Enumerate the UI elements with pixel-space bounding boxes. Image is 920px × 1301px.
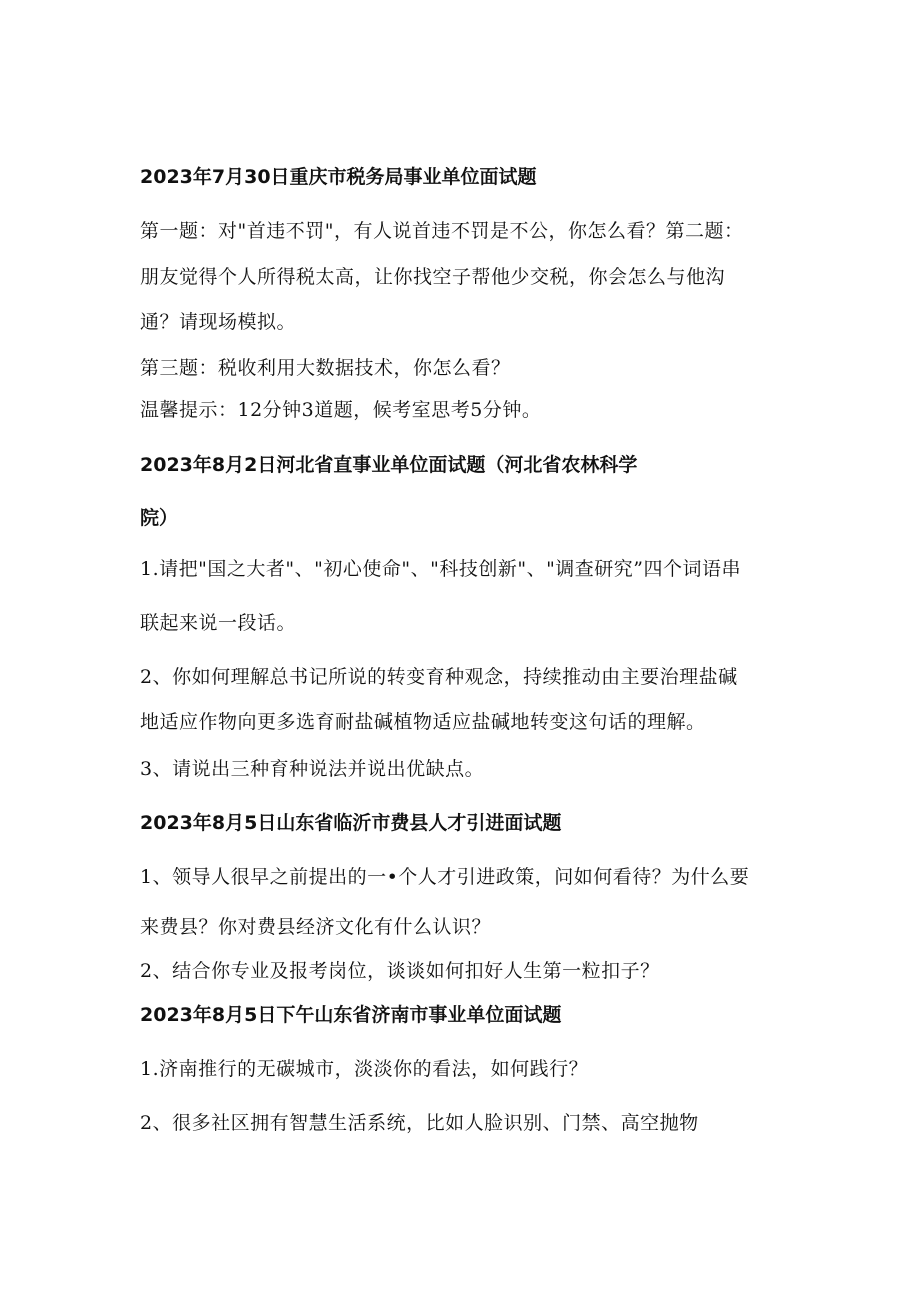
- section-heading: 2023年8月5日山东省临沂市费县人才引进面试题: [140, 812, 562, 834]
- paragraph-line: 1、领导人很早之前提出的一•个人才引进政策，问如何看待？为什么要: [140, 866, 750, 888]
- paragraph-line: 联起来说一段话。: [140, 612, 297, 634]
- paragraph-line: 第一题：对"首违不罚"，有人说首违不罚是不公，你怎么看？第二题：: [140, 220, 744, 242]
- paragraph-line: 1.请把"国之大者"、"初心使命"、"科技创新"、"调查研究”四个词语串: [140, 558, 742, 580]
- paragraph-line: 2、你如何理解总书记所说的转变育种观念，持续推动由主要治理盐碱: [140, 666, 738, 688]
- section-heading: 2023年7月30日重庆市税务局事业单位面试题: [140, 166, 537, 188]
- section-heading: 2023年8月2日河北省直事业单位面试题（河北省农林科学: [140, 454, 638, 476]
- paragraph-line: 2、结合你专业及报考岗位，谈谈如何扣好人生第一粒扣子？: [140, 960, 660, 982]
- paragraph-line: 朋友觉得个人所得税太高，让你找空子帮他少交税，你会怎么与他沟: [140, 266, 726, 288]
- paragraph-line: 3、请说出三种育种说法并说出优缺点。: [140, 758, 485, 780]
- section-heading: 2023年8月5日下午山东省济南市事业单位面试题: [140, 1004, 562, 1026]
- paragraph-line: 通？请现场模拟。: [140, 311, 297, 333]
- paragraph-line: 来费县？你对费县经济文化有什么认识？: [140, 916, 492, 938]
- paragraph-line: 1.济南推行的无碳城市，淡淡你的看法，如何践行？: [140, 1058, 589, 1080]
- paragraph-line: 第三题：税收利用大数据技术，你怎么看？: [140, 357, 511, 379]
- paragraph-line: 地适应作物向更多选育耐盐碱植物适应盐碱地转变这句话的理解。: [140, 711, 706, 733]
- section-heading-continuation: 院）: [140, 507, 179, 529]
- paragraph-line: 温馨提示：12分钟3道题，候考室思考5分钟。: [140, 399, 542, 421]
- paragraph-line: 2、很多社区拥有智慧生活系统，比如人脸识别、门禁、高空抛物: [140, 1112, 699, 1134]
